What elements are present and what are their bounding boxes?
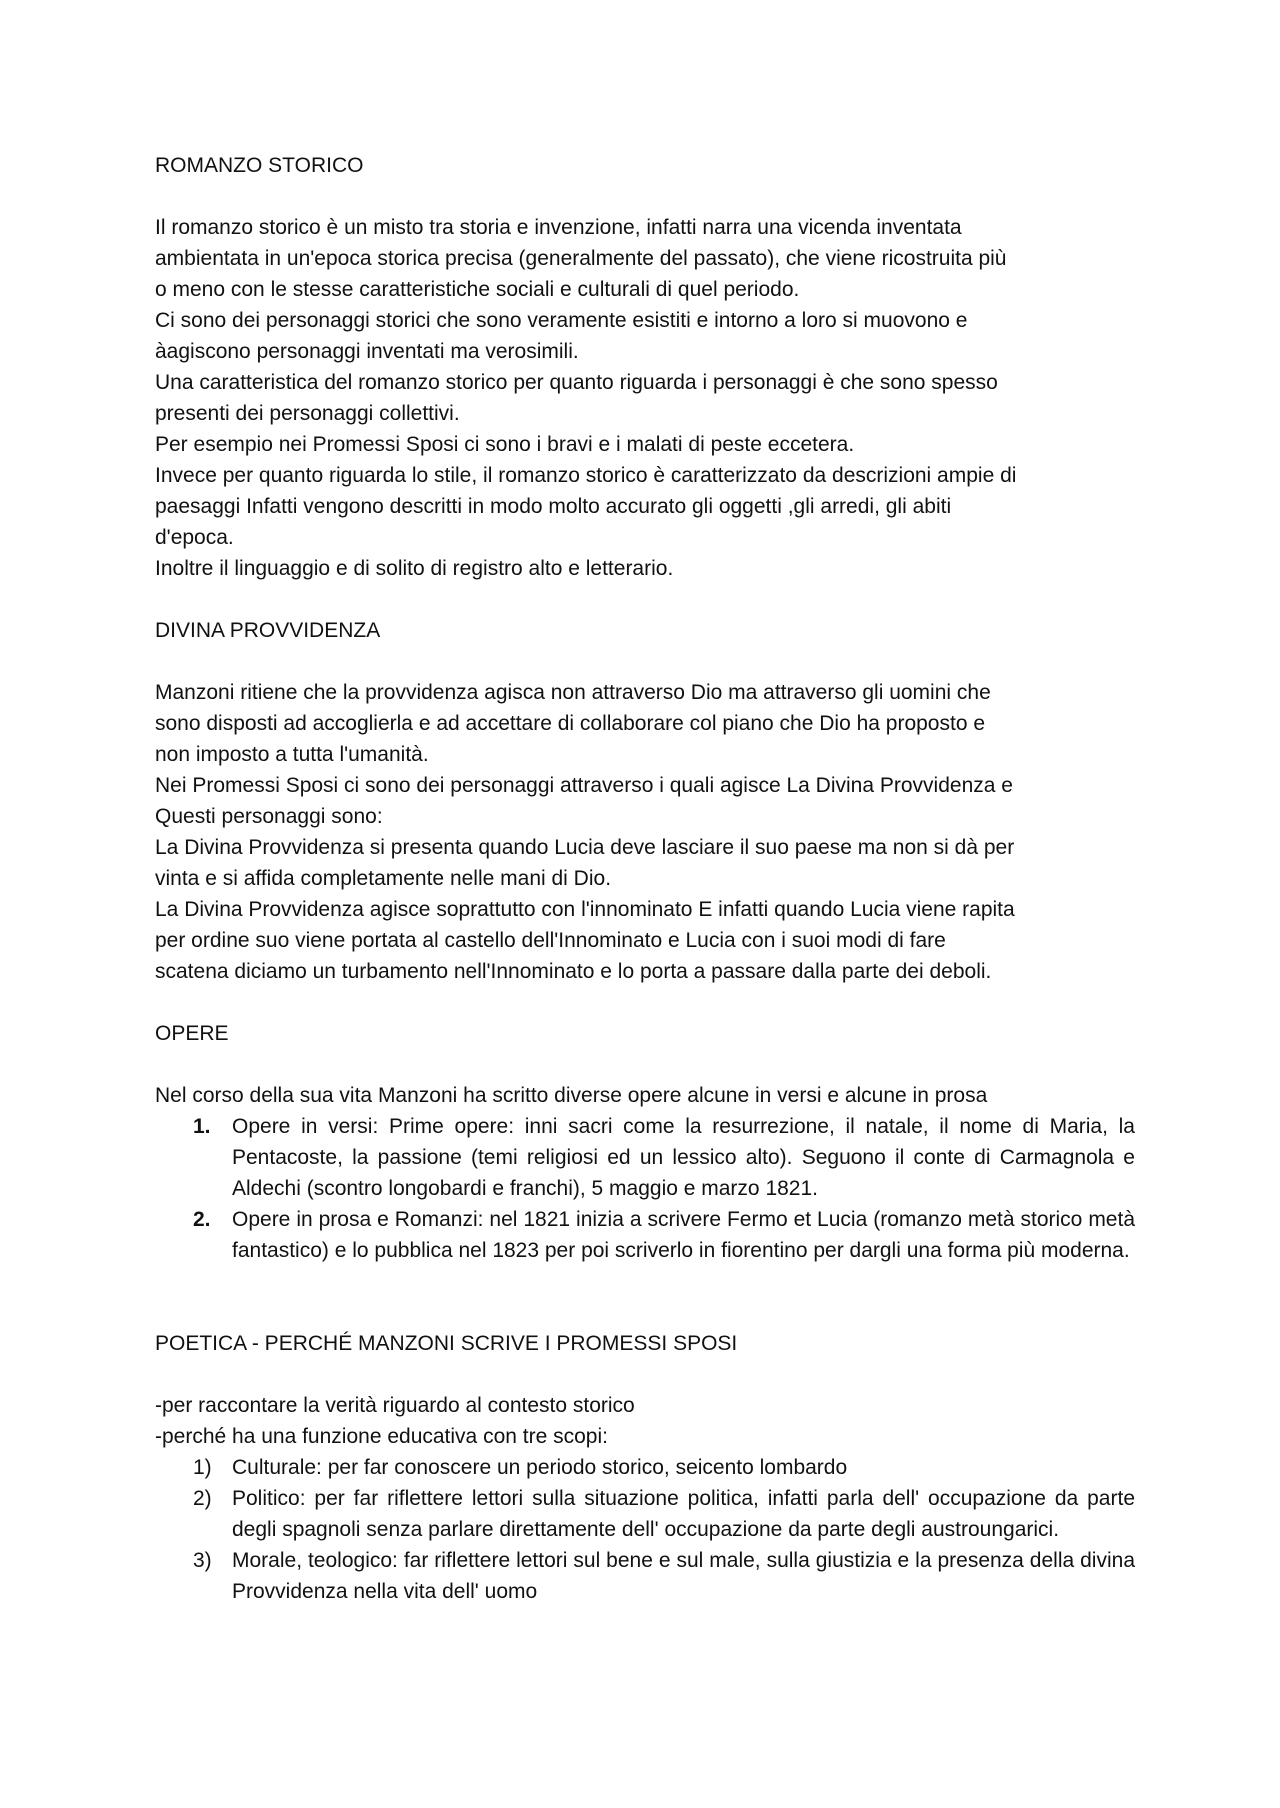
text-line: Nei Promessi Sposi ci sono dei personaggi attraverso i quali agisce La Divina Provvidenza e <box>155 774 1013 797</box>
list-item-text: Culturale: per far conoscere un periodo storico, seicento lombardo <box>232 1456 848 1479</box>
text-line: Invece per quanto riguarda lo stile, il romanzo storico è caratterizzato da descrizioni ampie di <box>155 464 1017 487</box>
text-line: per ordine suo viene portata al castello dell'Innominato e Lucia con i suoi modi di fare <box>155 929 946 952</box>
text-line: -perché ha una funzione educativa con tre scopi: <box>155 1425 608 1448</box>
section-body <box>155 1390 1135 1607</box>
text-line: ambientata in un'epoca storica precisa (generalmente del passato), che viene ricostruita più <box>155 247 1007 270</box>
section-body <box>155 677 1135 987</box>
text-line: o meno con le stesse caratteristiche sociali e culturali di quel periodo. <box>155 278 800 301</box>
text-line: vinta e si affida completamente nelle mani di Dio. <box>155 867 612 890</box>
section-title: DIVINA PROVVIDENZA <box>155 619 381 642</box>
list-item-text: Morale, teologico: far riflettere lettori sul bene e sul male, sulla giustizia e la presenza della divina Provvidenza nella vita dell' uomo <box>232 1549 1135 1603</box>
text-line: -per raccontare la verità riguardo al contesto storico <box>155 1394 635 1417</box>
section-body <box>155 212 1135 584</box>
list-item <box>155 1204 1135 1266</box>
list-item <box>155 1111 1135 1204</box>
list-marker: 1. <box>193 1115 211 1138</box>
text-line: La Divina Provvidenza agisce soprattutto con l'innominato E infatti quando Lucia viene rapita <box>155 898 1015 921</box>
list-item <box>155 1452 1135 1483</box>
section-divina-provvidenza <box>155 615 1135 987</box>
spacer <box>155 1297 1135 1328</box>
text-line: Inoltre il linguaggio e di solito di registro alto e letterario. <box>155 557 674 580</box>
text-line: d'epoca. <box>155 526 234 549</box>
section-body <box>155 1080 1135 1266</box>
text-line: non imposto a tutta l'umanità. <box>155 743 429 766</box>
list-item-text: Opere in versi: Prime opere: inni sacri come la resurrezione, il natale, il nome di Maria, la Pentacoste, la passione (temi religiosi ed un lessico alto). Seguono il conte di Carmagnola e Aldechi (scontro longobardi e franchi), 5 maggio e marzo 1821. <box>232 1115 1135 1200</box>
section-title: OPERE <box>155 1022 229 1045</box>
list-marker: 2. <box>193 1208 211 1231</box>
section-poetica <box>155 1328 1135 1607</box>
numbered-list <box>155 1111 1135 1266</box>
text-line: Ci sono dei personaggi storici che sono veramente esistiti e intorno a loro si muovono e <box>155 309 968 332</box>
text-line: Il romanzo storico è un misto tra storia e invenzione, infatti narra una vicenda inventata <box>155 216 962 239</box>
text-line: sono disposti ad accoglierla e ad accettare di collaborare col piano che Dio ha proposto e <box>155 712 986 735</box>
section-romanzo-storico <box>155 150 1135 584</box>
text-line: presenti dei personaggi collettivi. <box>155 402 460 425</box>
list-item-text: Politico: per far riflettere lettori sulla situazione politica, infatti parla dell' occupazione da parte degli spagnoli senza parlare direttamente dell' occupazione da parte degli austroungarici. <box>232 1487 1135 1541</box>
document-page <box>155 150 1135 1607</box>
list-marker: 3) <box>193 1549 212 1572</box>
list-item <box>155 1483 1135 1545</box>
text-line: scatena diciamo un turbamento nell'Innominato e lo porta a passare dalla parte dei deboli. <box>155 960 992 983</box>
numbered-list <box>155 1452 1135 1607</box>
spacer <box>155 1266 1135 1297</box>
list-item <box>155 1545 1135 1607</box>
text-line: Nel corso della sua vita Manzoni ha scritto diverse opere alcune in versi e alcune in prosa <box>155 1084 988 1107</box>
list-marker: 2) <box>193 1487 212 1510</box>
text-line: Per esempio nei Promessi Sposi ci sono i bravi e i malati di peste eccetera. <box>155 433 855 456</box>
section-opere <box>155 1018 1135 1328</box>
text-line: La Divina Provvidenza si presenta quando Lucia deve lasciare il suo paese ma non si dà per <box>155 836 1015 859</box>
section-title: POETICA - PERCHÉ MANZONI SCRIVE I PROMESSI SPOSI <box>155 1332 738 1355</box>
text-line: paesaggi Infatti vengono descritti in modo molto accurato gli oggetti ,gli arredi, gli abiti <box>155 495 952 518</box>
section-title: ROMANZO STORICO <box>155 154 364 177</box>
list-marker: 1) <box>193 1456 212 1479</box>
text-line: àagiscono personaggi inventati ma verosimili. <box>155 340 579 363</box>
list-item-text: Opere in prosa e Romanzi: nel 1821 inizia a scrivere Fermo et Lucia (romanzo metà storico metà fantastico) e lo pubblica nel 1823 per poi scriverlo in fiorentino per dargli una forma più moderna. <box>232 1208 1135 1262</box>
text-line: Una caratteristica del romanzo storico per quanto riguarda i personaggi è che sono spesso <box>155 371 998 394</box>
text-line: Questi personaggi sono: <box>155 805 383 828</box>
text-line: Manzoni ritiene che la provvidenza agisca non attraverso Dio ma attraverso gli uomini che <box>155 681 991 704</box>
